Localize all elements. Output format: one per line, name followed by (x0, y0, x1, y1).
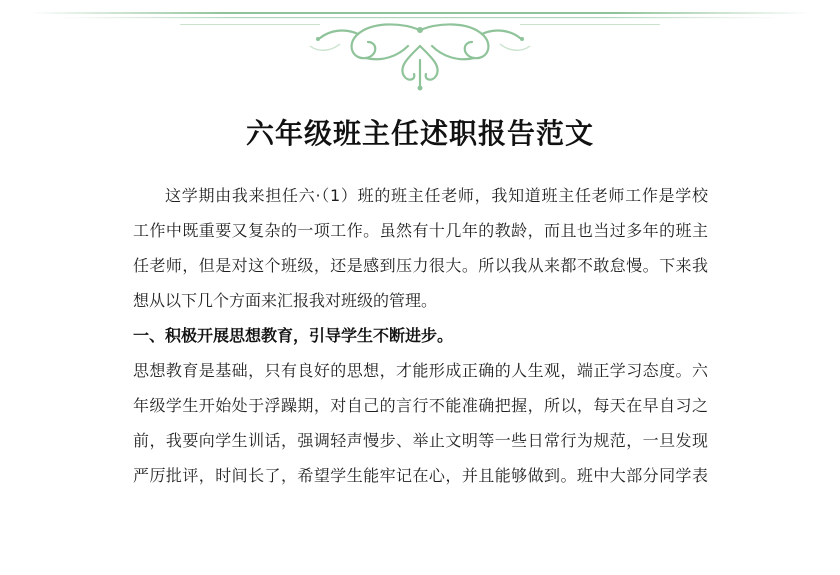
decorative-header-ornament-icon (0, 0, 840, 95)
paragraph-1-line-2: 工作中既重要又复杂的一项工作。虽然有十几年的教龄，而且也当过多年的班主 (133, 221, 708, 240)
section-1-heading: 一、积极开展思想教育，引导学生不断进步。 (133, 326, 454, 345)
document-body (133, 178, 708, 493)
paragraph-2-line-2: 年级学生开始处于浮躁期，对自己的言行不能准确把握，所以，每天在早自习之 (133, 396, 708, 415)
paragraph-1-line-1: 这学期由我来担任六·（1）班的班主任老师，我知道班主任老师工作是学校 (165, 186, 708, 205)
paragraph-2-line-1: 思想教育是基础，只有良好的思想，才能形成正确的人生观，端正学习态度。六 (133, 361, 708, 380)
paragraph-1-line-4: 想从以下几个方面来汇报我对班级的管理。 (133, 291, 438, 310)
document-title: 六年级班主任述职报告范文 (245, 117, 594, 150)
paragraph-2-line-3: 前，我要向学生训话，强调轻声慢步、举止文明等一些日常行为规范，一旦发现 (133, 431, 708, 450)
paragraph-1-line-3: 任老师，但是对这个班级，还是感到压力很大。所以我从来都不敢怠慢。下来我 (133, 256, 708, 275)
paragraph-2-line-4: 严厉批评，时间长了，希望学生能牢记在心，并且能够做到。班中大部分同学表 (133, 466, 708, 485)
